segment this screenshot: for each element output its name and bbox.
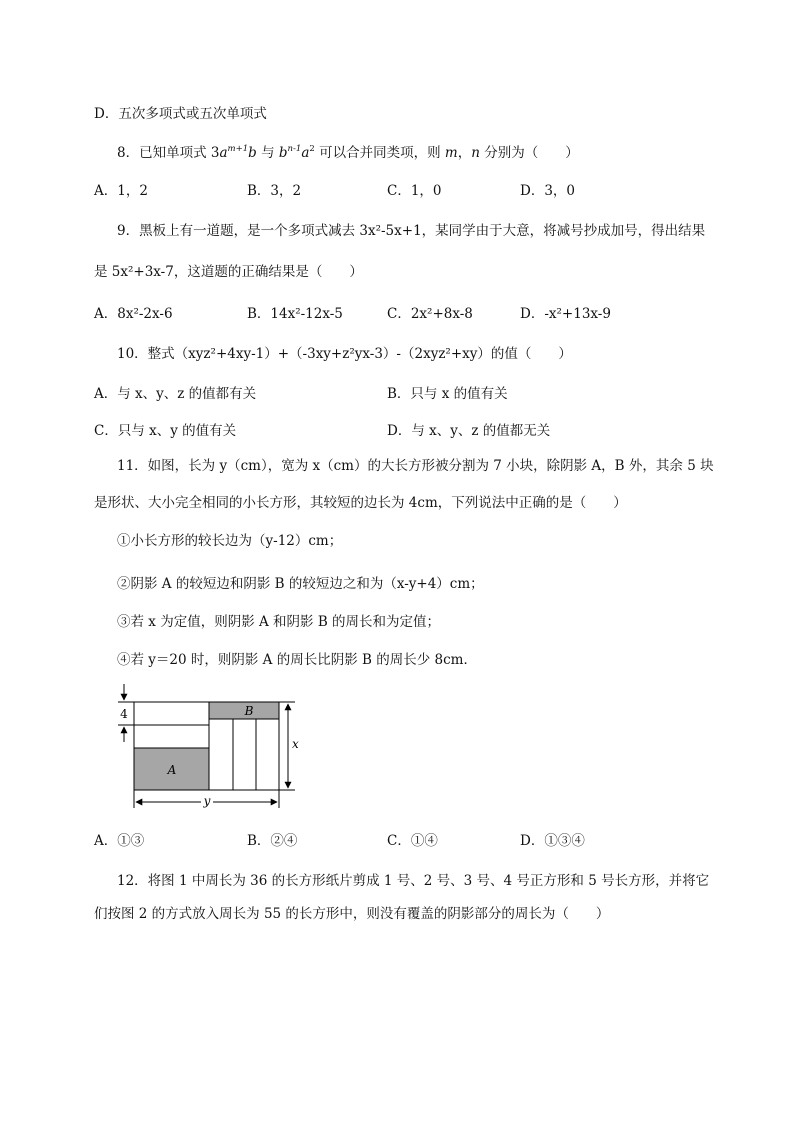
q11-option-d[interactable] — [520, 831, 585, 851]
option-label: B． — [247, 306, 271, 322]
stem-text: 分别为（ ） — [479, 145, 579, 161]
statement-2: ②阴影 A 的较短边和阴影 B 的较短边之和为（x-y+4）cm； — [117, 576, 484, 592]
exponent: 2 — [309, 144, 315, 154]
statement-4: ④若 y＝20 时，则阴影 A 的周长比阴影 B 的周长少 8cm． — [117, 652, 477, 668]
label-a: A — [167, 763, 177, 777]
option-text: 只与 x、y 的值有关 — [117, 423, 237, 439]
question-9-stem: 9．黑板上有一道题，是一个多项式减去 3x²-5x+1，某同学由于大意，将减号抄成加号，得出结果 — [117, 223, 706, 239]
option-text: 五次多项式或五次单项式 — [118, 106, 267, 122]
option-text: 8x²-2x-6 — [117, 306, 173, 322]
label-x: x — [292, 737, 299, 751]
var-a: a — [219, 145, 228, 161]
q11-option-c[interactable] — [387, 831, 438, 851]
rectangle-figure — [110, 682, 330, 812]
option-label: D． — [520, 183, 545, 199]
option-label: C． — [387, 183, 411, 199]
label-b: B — [244, 704, 254, 718]
var-a: a — [301, 145, 310, 161]
q9-option-c[interactable] — [387, 304, 473, 324]
q10-option-d[interactable] — [387, 421, 550, 441]
option-label: A． — [94, 306, 118, 322]
option-label: D． — [387, 423, 412, 439]
option-text: -x²+13x-9 — [544, 306, 611, 322]
option-text: 与 x、y、z 的值都有关 — [117, 386, 257, 402]
q10-option-c[interactable] — [94, 421, 236, 441]
option-text: 与 x、y、z 的值都无关 — [411, 423, 551, 439]
q10-option-a[interactable] — [94, 384, 256, 404]
q11-option-b[interactable] — [247, 831, 297, 851]
stem-text: 可以合并同类项，则 — [314, 145, 445, 161]
option-d-line — [94, 104, 267, 124]
q10-option-b[interactable] — [387, 384, 508, 404]
q11-option-a[interactable] — [94, 831, 144, 851]
option-text: 3，0 — [544, 183, 576, 199]
q8-option-a[interactable] — [94, 181, 148, 201]
option-label: D． — [520, 306, 545, 322]
option-text: 1，0 — [410, 183, 442, 199]
label-y: y — [203, 794, 211, 808]
option-text: 14x²-12x-5 — [270, 306, 343, 322]
question-12-stem: 12．将图 1 中周长为 36 的长方形纸片剪成 1 号、2 号、3 号、4 号正方形和 5 号长方形，并将它 — [117, 873, 710, 889]
option-text: ①③ — [117, 833, 145, 849]
option-text: 只与 x 的值有关 — [410, 386, 508, 402]
option-text: 3，2 — [270, 183, 302, 199]
var-n: n — [471, 145, 480, 161]
q9-option-b[interactable] — [247, 304, 343, 324]
option-label: C． — [94, 423, 118, 439]
exponent: n-1 — [287, 144, 302, 154]
option-label: C． — [387, 306, 411, 322]
q8-option-b[interactable] — [247, 181, 301, 201]
option-label: B． — [387, 386, 411, 402]
q8-option-c[interactable] — [387, 181, 442, 201]
stem-text: 与 — [256, 145, 279, 161]
question-11-stem: 11．如图，长为 y（cm），宽为 x（cm）的大长方形被分割为 7 小块，除阴影 A，B 外，其余 5 块 — [117, 458, 714, 474]
statement-1: ①小长方形的较长边为（y-12）cm； — [117, 533, 343, 549]
option-text: ①④ — [410, 833, 438, 849]
option-text: ①③④ — [544, 833, 585, 849]
statement-3: ③若 x 为定值，则阴影 A 和阴影 B 的周长和为定值； — [117, 614, 441, 630]
question-number: 8． — [117, 145, 140, 161]
var-m: m — [444, 145, 458, 161]
option-label: A． — [94, 386, 118, 402]
option-text: ②④ — [270, 833, 298, 849]
option-text: 2x²+8x-8 — [410, 306, 473, 322]
var-b: b — [278, 145, 288, 161]
option-label: B． — [247, 833, 271, 849]
stem-text: 已知单项式 3 — [139, 145, 220, 161]
question-11-stem-cont: 是形状、大小完全相同的小长方形，其较短的边长为 4cm，下列说法中正确的是（ ） — [94, 495, 627, 511]
option-label: D． — [94, 106, 119, 122]
stem-text: ， — [457, 145, 472, 161]
option-label: A． — [94, 183, 118, 199]
q8-option-d[interactable] — [520, 181, 575, 201]
option-text: 1，2 — [117, 183, 148, 199]
question-9-stem-cont: 是 5x²+3x-7，这道题的正确结果是（ ） — [94, 264, 363, 280]
question-10-stem: 10．整式（xyz²+4xy-1）+（-3xy+z²yx-3）-（2xyz²+xy）的值（ ） — [117, 346, 572, 362]
option-label: A． — [94, 833, 118, 849]
question-8-stem — [117, 143, 579, 163]
option-label: D． — [520, 833, 545, 849]
q9-option-d[interactable] — [520, 304, 611, 324]
question-12-stem-cont: 们按图 2 的方式放入周长为 55 的长方形中，则没有覆盖的阴影部分的周长为（ ） — [94, 906, 610, 922]
q9-option-a[interactable] — [94, 304, 173, 324]
label-4: 4 — [120, 707, 128, 721]
var-b: b — [248, 145, 257, 161]
option-label: B． — [247, 183, 271, 199]
option-label: C． — [387, 833, 411, 849]
exponent: m+1 — [227, 144, 249, 154]
